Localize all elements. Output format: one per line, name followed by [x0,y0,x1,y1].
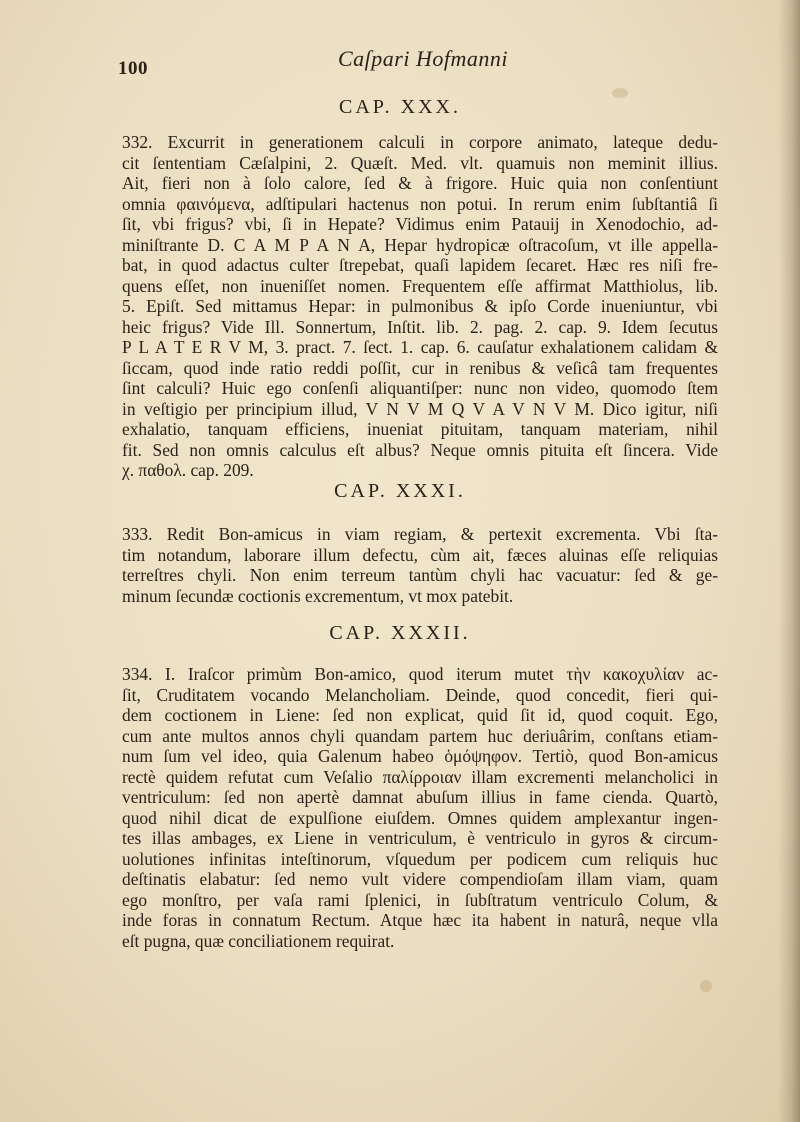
foxing-spot [700,980,712,992]
chapter-text [122,664,718,951]
chapter-heading: CAP. XXXI. [334,480,466,502]
text-line: tim notandum, laborare illum defectu, cùm ait, fæces aluinas eſſe reliquias [122,544,718,565]
text-line: uolutiones infinitas inteſtinorum, vſquedum per podicem cum reliquis huc [122,848,718,869]
text-line: fit. Sed non omnis calculus eſt albus? Neque omnis pituita eſt ſincera. Vide [122,439,718,460]
text-line: terreſtres chyli. Non enim terreum tantùm chyli hac vacuatur: ſed & ge- [122,565,718,585]
text-line: ſit, Cruditatem vocando Melancholiam. Deinde, quod concedit, fieri qui- [122,684,718,705]
text-line: ego monſtro, per vaſa rami ſplenici, in ſubſtratum ventriculo Colum, & [122,889,718,910]
text-line: tes illas ambages, ex Liene in ventriculum, è ventriculo in gyros & circum- [122,828,718,848]
text-line: χ. παθολ. cap. 209. [122,460,254,480]
text-line: ſiccam, quod inde ratio reddi poſſit, cur in renibus & veſicâ tam frequentes [122,357,718,378]
text-line: num ſum vel ideo, quia Galenum habeo ὁμόψηφον. Tertiò, quod Bon-amicus [122,746,718,766]
text-line: eſt pugna, quæ conciliationem requirat. [122,930,395,951]
text-line: rectè quidem refutat cum Veſalio παλίρροιαν illam excrementi melancholici in [122,766,718,787]
text-line: quod nihil dicat de expulſione eiuſdem. Omnes quidem amplexantur ingen- [122,807,718,828]
text-line: 334. I. Iraſcor primùm Bon-amico, quod iterum mutet τὴν κακοχυλίαν ac- [122,664,718,684]
page-gutter-shadow [778,0,800,1122]
running-head: Caſpari Hofmanni [338,46,508,71]
text-line: exhalatio, tanquam efficiens, inueniat pituitam, tanquam materiam, nihil [122,419,718,439]
text-line: dem coctionem in Liene: ſed non explicat, quid ſit id, quod coquit. Ego, [122,705,718,725]
text-line: miniſtrante D. C A M P A N A, Hepar hydropicæ oſtracoſum, vt ille appella- [122,234,718,255]
text-line: 5. Epiſt. Sed mittamus Hepar: in pulmonibus & ipſo Corde inueniuntur, vbi [122,296,718,316]
page-header [118,44,718,79]
text-line: ventriculum: ſed non apertè damnat abuſum illius in fame cienda. Quartò, [122,787,718,807]
text-line: ſit, vbi frigus? vbi, ſi in Hepate? Vidimus enim Patauij in Xenodochio, ad- [122,214,718,234]
text-line: heic frigus? Vide Ill. Sonnertum, Inſtit. lib. 2. pag. 2. cap. 9. Idem ſecutus [122,316,718,337]
text-line: quens eſſet, non inueniſſet nomen. Frequentem eſſe affirmat Matthiolus, lib. [122,275,718,296]
text-line: minum ſecundæ coctionis excrementum, vt mox patebit. [122,585,514,606]
text-line: 333. Redit Bon-amicus in viam regiam, & pertexit excrementa. Vbi ſta- [122,524,718,544]
chapter-text [122,524,718,606]
chapter-heading: CAP. XXX. [338,96,462,118]
text-line: 332. Excurrit in generationem calculi in corpore animato, lateque dedu- [122,132,718,152]
text-line: Ait, fieri non à ſolo calore, ſed & à frigore. Huic quia non conſentiunt [122,173,718,193]
chapter-text [122,132,718,481]
text-line: omnia φαινόμενα, adſtipulari hactenus non potui. In rerum enim ſubſtantiâ ſi [122,193,718,214]
text-line: inde foras in connatum Rectum. Atque hæc ita habent in naturâ, neque vlla [122,910,718,930]
text-line: P L A T E R V M, 3. pract. 7. ſect. 1. cap. 6. cauſatur exhalationem calidam & [122,337,718,357]
text-line: cum ante multos annos chyli quandam partem huc deriuârim, conſtans etiam- [122,725,718,746]
text-line: cit ſententiam Cæſalpini, 2. Quæſt. Med. vlt. quamuis non meminit illius. [122,152,718,173]
text-line: ſint calculi? Huic ego conſenſi aliquantiſper: nunc non video, quomodo ſtem [122,378,718,398]
text-line: in veſtigio per principium illud, V N V M Q V A V N V M. Dico igitur, niſi [122,398,718,419]
chapter-heading: CAP. XXXII. [329,622,471,644]
text-line: bat, in quod adactus culter ſtrepebat, quaſi lapidem ſecaret. Hæc res niſi fre- [122,255,718,275]
page-number: 100 [118,58,148,79]
text-line: deſtinatis elabatur: ſed nemo vult videre compendioſam illam viam, quam [122,869,718,889]
